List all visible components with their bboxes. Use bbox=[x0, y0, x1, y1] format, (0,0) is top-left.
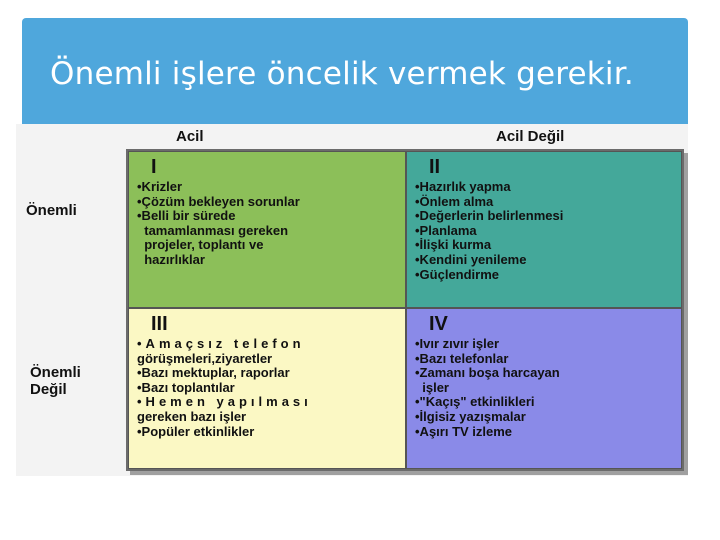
list-item: •Değerlerin belirlenmesi bbox=[415, 208, 564, 224]
list-item: •Hemen yapılması bbox=[137, 394, 312, 410]
list-item: •"Kaçış" etkinlikleri bbox=[415, 394, 535, 410]
quadrant-urgent-not-important bbox=[128, 308, 406, 469]
list-item: •Popüler etkinlikler bbox=[137, 423, 255, 439]
list-item: •Çözüm bekleyen sorunlar bbox=[137, 193, 300, 209]
list-item: işler bbox=[415, 379, 449, 395]
list-item: •Güçlendirme bbox=[415, 266, 500, 282]
quadrant-not-urgent-important bbox=[406, 151, 682, 308]
quadrant-urgent-important bbox=[128, 151, 406, 308]
list-item: •Önlem alma bbox=[415, 193, 494, 209]
list-item: •Zamanı boşa harcayan bbox=[415, 365, 560, 381]
column-header-not-urgent: Acil Değil bbox=[496, 128, 565, 145]
list-item: •Belli bir sürede bbox=[137, 208, 236, 224]
list-item: gereken bazı işler bbox=[137, 408, 247, 424]
quadrant-not-urgent-not-important bbox=[406, 308, 682, 469]
list-item: projeler, toplantı ve bbox=[137, 237, 264, 253]
list-item: •İlgisiz yazışmalar bbox=[415, 408, 526, 424]
title-bar bbox=[22, 18, 688, 124]
list-item: hazırlıklar bbox=[137, 251, 205, 267]
quadrant-items bbox=[137, 337, 397, 439]
list-item: •Krizler bbox=[137, 179, 183, 194]
row-header-not-important-line1: Önemli bbox=[30, 364, 81, 381]
list-item: •İlişki kurma bbox=[415, 237, 492, 253]
list-item: •Bazı telefonlar bbox=[415, 350, 509, 366]
row-header-important: Önemli bbox=[26, 202, 77, 219]
column-header-urgent: Acil bbox=[176, 128, 204, 145]
list-item: görüşmeleri,ziyaretler bbox=[137, 350, 273, 366]
quadrant-items bbox=[415, 337, 673, 439]
list-item: •Hazırlık yapma bbox=[415, 179, 511, 194]
priority-matrix-figure bbox=[16, 124, 688, 476]
list-item: •Aşırı TV izleme bbox=[415, 423, 513, 439]
row-header-not-important-line2: Değil bbox=[30, 381, 67, 398]
row-header-not-important bbox=[30, 364, 81, 398]
quadrant-numeral: III bbox=[151, 313, 168, 335]
quadrant-items bbox=[137, 180, 397, 268]
list-item: tamamlanması gereken bbox=[137, 222, 289, 238]
quadrant-items bbox=[415, 180, 673, 282]
list-item: •Planlama bbox=[415, 222, 477, 238]
list-item: •Bazı mektuplar, raporlar bbox=[137, 365, 290, 381]
quadrant-numeral: I bbox=[151, 156, 157, 178]
quadrant-numeral: II bbox=[429, 156, 441, 178]
matrix-grid bbox=[126, 149, 684, 471]
list-item: •Amaçsız telefon bbox=[137, 336, 305, 351]
list-item: •Bazı toplantılar bbox=[137, 379, 235, 395]
list-item: •Ivır zıvır işler bbox=[415, 336, 500, 351]
quadrant-numeral: IV bbox=[429, 313, 448, 335]
slide-title: Önemli işlere öncelik vermek gerekir. bbox=[50, 56, 634, 92]
list-item: •Kendini yenileme bbox=[415, 251, 527, 267]
